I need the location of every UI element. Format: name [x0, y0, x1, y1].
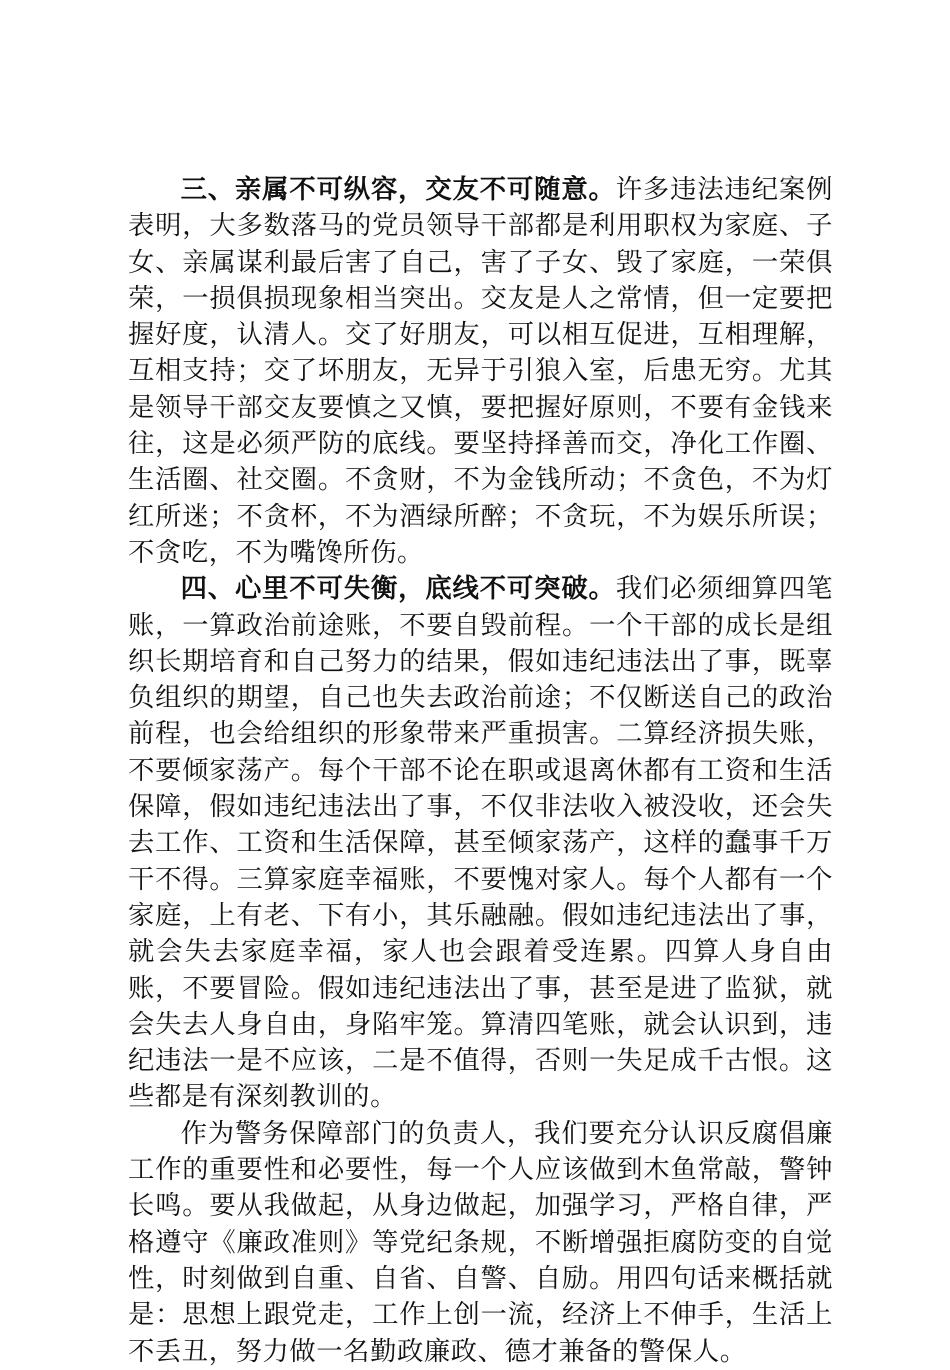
section-heading-three: 三、亲属不可纵容，交友不可随意。 [180, 175, 616, 205]
paragraph-body-conclusion: 作为警务保障部门的负责人，我们要充分认识反腐倡廉工作的重要性和必要性，每一个人应该做到木鱼常敲，警钟长鸣。要从我做起，从身边做起，加强学习，严格自律，严格遵守《廉政准则》等党纪条规，不断增强拒腐防变的自觉性，时刻做到自重、自省、自警、自励。用四句话来概括就是：思想上跟党走，工作上创一流，经济上不伸手，生活上不丢丑，努力做一名勤政廉政、德才兼备的警保人。 [128, 1118, 833, 1367]
paragraph-body-three: 许多违法违纪案例表明，大多数落马的党员领导干部都是利用职权为家庭、子女、亲属谋利最后害了自己，害了子女、毁了家庭，一荣俱荣，一损俱损现象相当突出。交友是人之常情，但一定要把握好度，认清人。交了好朋友，可以相互促进，互相理解，互相支持；交了坏朋友，无异于引狼入室，后患无穷。尤其是领导干部交友要慎之又慎，要把握好原则，不要有金钱来往，这是必须严防的底线。要坚持择善而交，净化工作圈、生活圈、社交圈。不贪财，不为金钱所动；不贪色，不为灯红所迷；不贪杯，不为酒绿所醉；不贪玩，不为娱乐所误；不贪吃，不为嘴馋所伤。 [128, 175, 833, 568]
paragraph-section-four [128, 571, 833, 1115]
paragraph-body-four: 我们必须细算四笔账，一算政治前途账，不要自毁前程。一个干部的成长是组织长期培育和自己努力的结果，假如违纪违法出了事，既辜负组织的期望，自己也失去政治前途；不仅断送自己的政治前程，也会给组织的形象带来严重损害。二算经济损失账，不要倾家荡产。每个干部不论在职或退离休都有工资和生活保障，假如违纪违法出了事，不仅非法收入被没收，还会失去工作、工资和生活保障，甚至倾家荡产，这样的蠢事千万干不得。三算家庭幸福账，不要愧对家人。每个人都有一个家庭，上有老、下有小，其乐融融。假如违纪违法出了事，就会失去家庭幸福，家人也会跟着受连累。四算人身自由账，不要冒险。假如违纪违法出了事，甚至是进了监狱，就会失去人身自由，身陷牢笼。算清四笔账，就会认识到，违纪违法一是不应该，二是不值得，否则一失足成千古恨。这些都是有深刻教训的。 [128, 574, 833, 1113]
section-heading-four: 四、心里不可失衡，底线不可突破。 [180, 574, 616, 605]
paragraph-section-three [128, 172, 833, 571]
document-page [128, 172, 833, 1370]
paragraph-conclusion [128, 1116, 833, 1370]
